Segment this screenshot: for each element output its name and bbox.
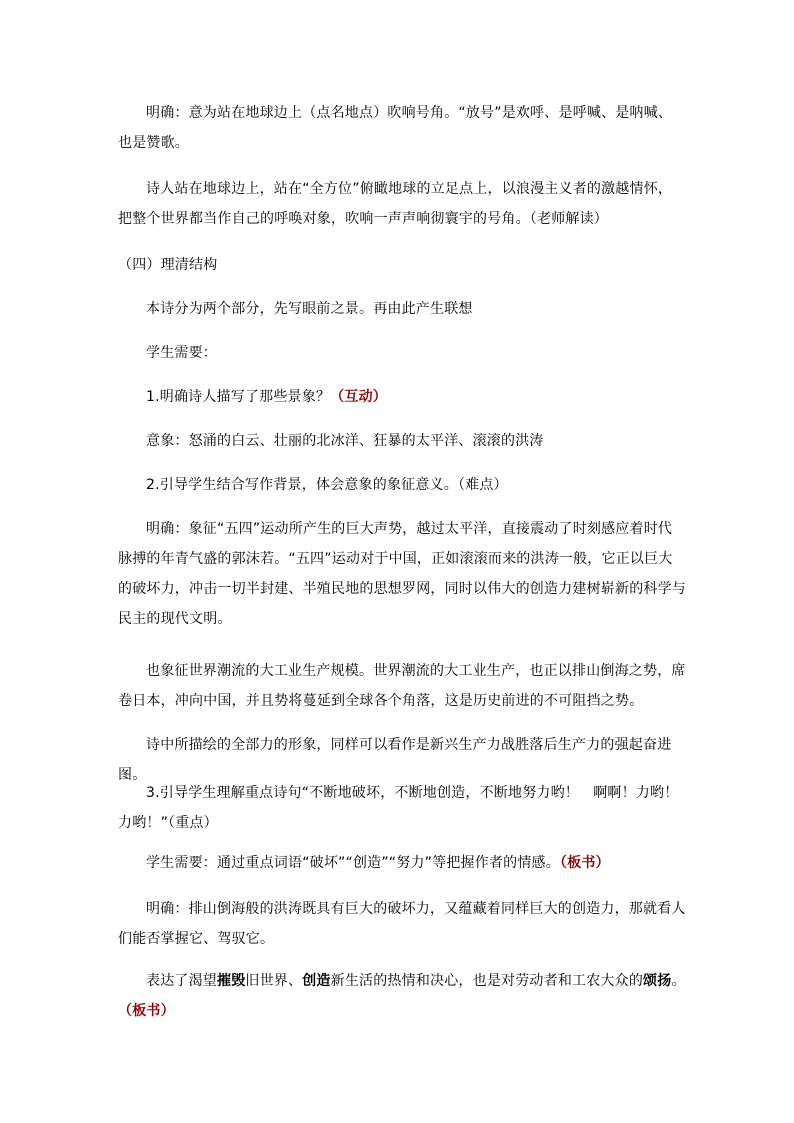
- tag-board-2: （板书）: [118, 1003, 175, 1019]
- paragraph-poet-stands: 诗人站在地球边上，站在“全方位”俯瞰地球的立足点上，以浪漫主义者的激越情怀，把整个世界都当作自己的呼唤对象，吹响一声声响彻寰宇的号角。（老师解读）: [118, 181, 673, 227]
- express-text-a: 表达了渴望: [146, 973, 217, 989]
- express-bold-praise: 颂扬: [643, 973, 672, 989]
- express-text-c: 旧世界、: [245, 973, 303, 989]
- tag-interaction: （互动）: [330, 389, 387, 405]
- paragraph-clarify-3: 明确：排山倒海般的洪涛既具有巨大的破坏力，又蕴藏着同样巨大的创造力，那就看人们能否掌握它、驾驭它。: [118, 901, 686, 947]
- tag-board-1: （板书）: [559, 855, 610, 871]
- paragraph-clarify-2: 明确：象征“五四”运动所产生的巨大声势，越过太平洋，直接震动了时刻感应着时代脉搏的年青气盛的郭沫若。“五四”运动对于中国，正如滚滚而来的洪涛一般，它正以巨大的破坏力，冲击一切半封建、半殖民地的思想罗网，同时以伟大的创造力建树崭新的科学与民主的现代文明。: [118, 521, 686, 627]
- paragraph-structure: 本诗分为两个部分，先写眼前之景。再由此产生联想: [146, 301, 473, 317]
- students-need-2-text: 学生需要：通过重点词语“破坏”“创造”“努力”等把握作者的情感。: [146, 855, 560, 871]
- item-2: 2.引导学生结合写作背景，体会意象的象征意义。（难点）: [146, 477, 508, 493]
- item-1-text: 1.明确诗人描写了那些景象？: [146, 389, 331, 405]
- paragraph-world-trend: 也象征世界潮流的大工业生产规模。世界潮流的大工业生产，也正以排山倒海之势，席卷日本，冲向中国，并且势将蔓延到全球各个角落，这是历史前进的不可阻挡之势。: [118, 663, 686, 709]
- paragraph-force-image: 诗中所描绘的全部力的形象，同样可以看作是新兴生产力战胜落后生产力的强起奋进图。: [118, 737, 672, 783]
- express-bold-create: 创造: [302, 973, 331, 989]
- express-text-e: 新生活的热情和决心，也是对劳动者和工农大众的: [330, 973, 644, 989]
- express-text-g: 。: [671, 973, 686, 989]
- paragraph-express: [118, 966, 686, 1026]
- item-1: [118, 382, 686, 412]
- item-3: 3.引导学生理解重点诗句“不断地破坏，不断地创造，不断地努力哟！ 啊啊！力哟！力哟！”（重点）: [118, 785, 679, 831]
- paragraph-students-need: 学生需要：: [146, 345, 217, 361]
- paragraph-clarify-1: 明确：意为站在地球边上（点名地点）吹响号角。“放号”是欢呼、是呼喊、是呐喊、也是赞歌。: [118, 105, 673, 151]
- express-bold-destroy: 摧毁: [217, 973, 246, 989]
- paragraph-imagery: 意象：怒涌的白云、壮丽的北冰洋、狂暴的太平洋、滚滚的洪涛: [146, 433, 544, 449]
- paragraph-students-need-2: [118, 848, 686, 878]
- section-heading-structure: （四）理清结构: [118, 257, 218, 273]
